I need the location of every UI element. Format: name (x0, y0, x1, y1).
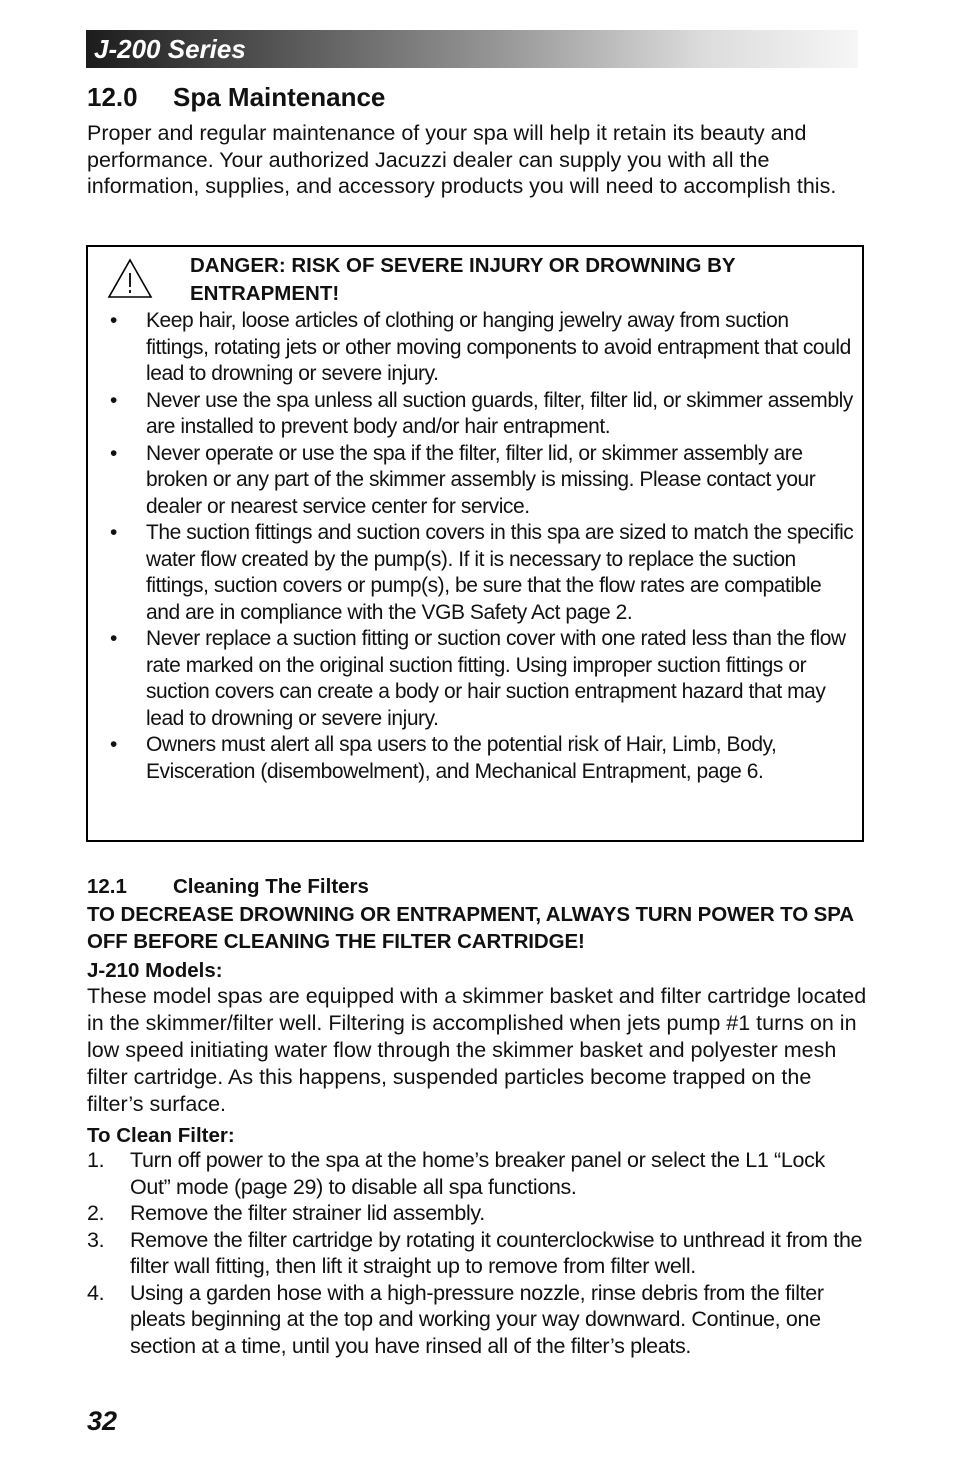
warning-triangle-icon (106, 257, 154, 301)
bullet: • (110, 521, 117, 544)
step-number: 2. (87, 1201, 105, 1225)
danger-item-text: Never operate or use the spa if the filter, filter lid, or skimmer assembly are broken or any part of the skimmer assembly is missing. Please contact your dealer or nearest service center for service. (146, 441, 816, 518)
step-item (87, 1227, 867, 1280)
power-off-warning: TO DECREASE DROWNING OR ENTRAPMENT, ALWAYS TURN POWER TO SPA OFF BEFORE CLEANING THE FILTER CARTRIDGE! (87, 903, 854, 953)
danger-item (88, 732, 864, 785)
section-intro: Proper and regular maintenance of your spa will help it retain its beauty and performance. Your authorized Jacuzzi dealer can supply you with all the information, supplies, and accessory products you will need to accomplish this. (87, 121, 837, 198)
models-heading: J-210 Models: (87, 959, 223, 982)
bullet: • (110, 733, 117, 756)
danger-item-text: Owners must alert all spa users to the potential risk of Hair, Limb, Body, Evisceration (disembowelment), and Mechanical Entrapment, page 6. (146, 733, 777, 783)
series-title: J-200 Series (94, 34, 246, 64)
step-text: Remove the filter strainer lid assembly. (130, 1201, 485, 1225)
bullet: • (110, 441, 117, 465)
subsection-heading (87, 873, 369, 901)
step-text: Turn off power to the spa at the home’s breaker panel or select the L1 “Lock Out” mode (page 29) to disable all spa functions. (130, 1148, 825, 1199)
danger-item (88, 388, 864, 441)
step-text: Remove the filter cartridge by rotating it counterclockwise to unthread it from the filter wall fitting, then lift it straight up to remove from filter well. (130, 1227, 863, 1278)
bullet: • (110, 388, 117, 412)
step-number: 1. (87, 1148, 105, 1172)
step-number: 4. (87, 1280, 105, 1305)
section-heading (87, 81, 385, 113)
danger-item-text: Keep hair, loose articles of clothing or hanging jewelry away from suction fittings, rotating jets or other moving components to avoid entrapment that could lead to drowning or severe injury. (146, 309, 851, 385)
section-number: 12.0 (87, 82, 138, 112)
step-text: Using a garden hose with a high-pressure nozzle, rinse debris from the filter pleats beginning at the top and working your way downward. Continue, one section at a time, until you have rinsed all of the filter’s pleats. (130, 1280, 824, 1358)
danger-item (88, 626, 864, 732)
danger-item (88, 441, 864, 521)
danger-item-text: The suction fittings and suction covers in this spa are sized to match the specific water flow created by the pump(s). If it is necessary to replace the suction fittings, suction covers or pump(s), be sure that the flow rates are compatible and are in compliance with the VGB Safety Act page 2. (146, 521, 854, 624)
step-item (87, 1200, 867, 1227)
danger-item (88, 520, 864, 626)
danger-title: DANGER: RISK OF SEVERE INJURY OR DROWNING BY ENTRAPMENT! (190, 254, 736, 305)
header-bar (86, 30, 858, 68)
danger-item-text: Never replace a suction fitting or suction cover with one rated less than the flow rate marked on the original suction fitting. Using improper suction fittings or suction covers can create a body or hair suction entrapment hazard that may lead to drowning or severe injury. (146, 627, 846, 730)
bullet: • (110, 627, 117, 650)
page-number: 32 (87, 1406, 118, 1436)
subsection-title: Cleaning The Filters (173, 875, 369, 898)
danger-item (88, 308, 864, 388)
clean-filter-heading: To Clean Filter: (87, 1124, 235, 1147)
danger-box (86, 245, 864, 842)
models-text: These model spas are equipped with a skimmer basket and filter cartridge located in the skimmer/filter well. Filtering is accomplished when jets pump #1 turns on in low speed initiating water flow through the skimmer basket and polyester mesh filter cartridge. As this happens, suspended particles become trapped on the filter’s surface. (87, 984, 867, 1116)
section-title: Spa Maintenance (173, 82, 386, 112)
danger-item-text: Never use the spa unless all suction guards, filter, filter lid, or skimmer assembly are installed to prevent body and/or hair entrapment. (146, 388, 853, 438)
bullet: • (110, 309, 117, 332)
clean-steps-list (87, 1147, 867, 1359)
step-number: 3. (87, 1227, 105, 1252)
subsection-number: 12.1 (87, 875, 127, 898)
step-item (87, 1280, 867, 1360)
danger-list (88, 308, 864, 785)
step-item (87, 1147, 867, 1200)
